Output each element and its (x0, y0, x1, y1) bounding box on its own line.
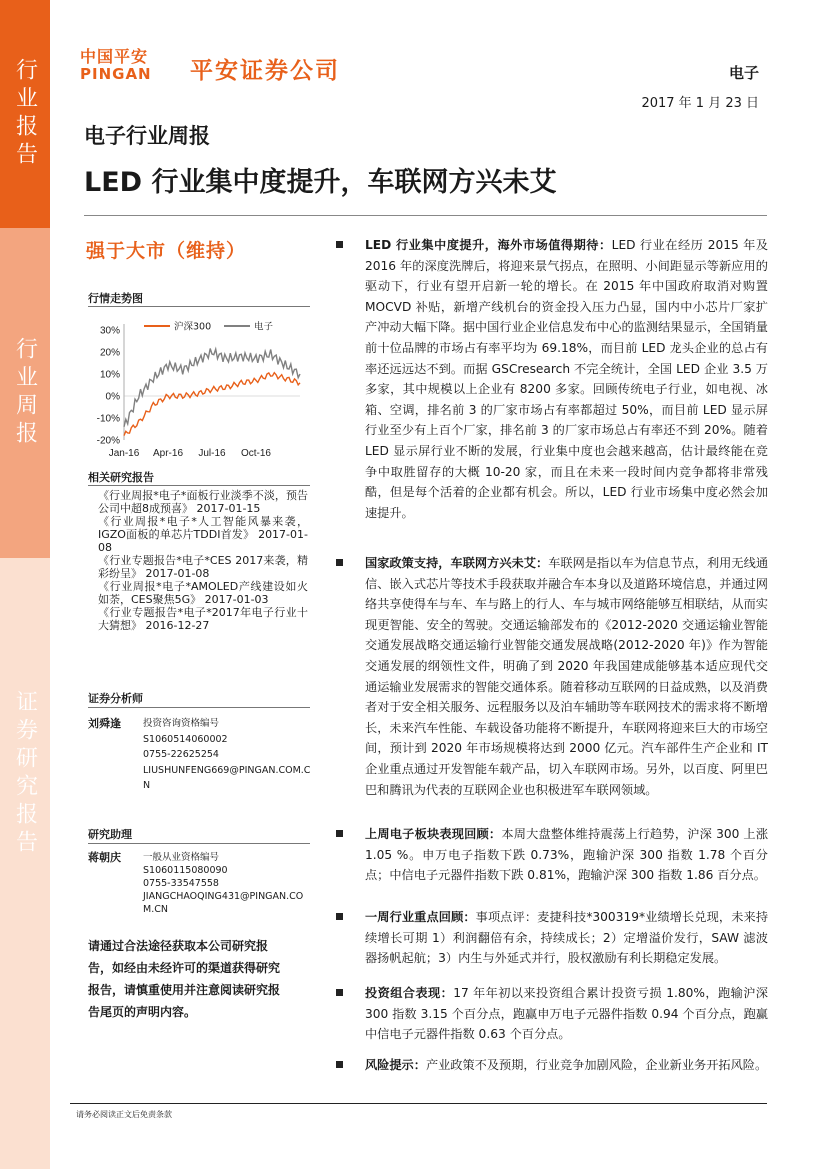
bullet-lead: 风险提示： (365, 1058, 426, 1072)
bullet-square-icon (336, 1061, 343, 1068)
bullet-square-icon (336, 241, 343, 248)
bullet-text (365, 553, 768, 800)
bullet-body: 17 年年初以来投资组合累计投资亏损 1.80%，跑输沪深 300 指数 3.15 个百分点，跑赢申万电子元器件指数 0.94 个百分点，跑赢中信电子元器件指数 0.63 个百分点。 (365, 986, 768, 1042)
bullet-text (365, 824, 768, 886)
analyst-phone: 0755-22625254 (143, 749, 219, 760)
side-band-mid-label: 行业周报 (12, 337, 38, 449)
bullet-body: 车联网是指以车为信息节点，利用无线通信、嵌入式芯片等技术手段获取并融合车本身以及道路环境信息，并通过网络共享使得车与车、车与路上的行人、车与城市网络能够互相联结，从而实现更智能、安全的驾驶。交通运输部发布的《2012-2020 交通运输业智能交通发展战略交通运输行业智能交通发展战略(2012-2020 年)》作为智能交通发展的纲领性文件，明确了到 2020 年我国建成能够基本适应现代交通运输业发展需求的智能交通体系。随着移动互联网的日益成熟，以及消费者对于安全相关服务、远程服务以及泊车辅助等车联网技术的需求将不断增长，未来汽车性能、车载设备功能将不断提升，车联网将迎来巨大的市场空间，预计到 2020 年市场规模将达到 2000 亿元。汽车部件生产企业和 IT 企业重点通过开发智能车载产品，切入车联网市场。另外，以百度、阿里巴巴和腾讯为代表的互联网企业也积极进军车联网领域。 (365, 556, 769, 797)
bullet-body: 本周大盘整体维持震荡上行趋势，沪深 300 上涨 1.05 %。申万电子指数下跌 0.73%，跑输沪深 300 指数 1.78 个百分点；中信电子元器件指数下跌 0.81%，跑输沪深 300 指数 1.86 百分点。 (365, 827, 769, 883)
sector-label: 电子 (728, 64, 759, 82)
bullet-lead: 投资组合表现： (365, 986, 454, 1000)
bullet-square-icon (336, 559, 343, 566)
bullet-iov-policy (336, 553, 768, 800)
assistant-license-number: S1060115080090 (143, 865, 228, 876)
chart-heading-rule (88, 306, 310, 307)
bullet-square-icon (336, 830, 343, 837)
related-report-item[interactable]: 《行业周报*电子*人工智能风暴来袭，IGZO面板的单芯片TDDI首发》 2017-01-08 (98, 515, 308, 554)
assistant-email[interactable]: JIANGCHAOQING431@PINGAN.COM.CN (143, 891, 304, 915)
related-reports-list (98, 489, 308, 632)
bullet-square-icon (336, 913, 343, 920)
chart-y-tick-label: 30% (99, 325, 120, 337)
market-trend-chart (88, 312, 310, 462)
chart-y-tick-label: -20% (96, 435, 120, 447)
chart-x-tick-label: Oct-16 (240, 448, 272, 459)
bullet-led-concentration (336, 235, 768, 523)
analyst-heading: 证券分析师 (88, 692, 143, 705)
bullet-text (365, 983, 768, 1045)
header-divider (84, 215, 767, 216)
disclaimer-text: 请通过合法途径获取本公司研究报告，如经由未经许可的渠道获得研究报告，请慎重使用并注意阅读研究报告尾页的声明内容。 (88, 939, 281, 1019)
bullet-lead: 国家政策支持，车联网方兴未艾： (365, 556, 549, 570)
bullet-risk (336, 1055, 768, 1076)
side-band-weekly (0, 228, 50, 558)
assistant-name: 蒋朝庆 (88, 851, 121, 864)
logo-en: PINGAN (80, 65, 152, 83)
side-band-bottom-label: 证券研究报告 (12, 689, 38, 858)
assistant-info (143, 851, 313, 916)
report-title: LED 行业集中度提升，车联网方兴未艾 (84, 167, 557, 198)
chart-series-line-hs300 (124, 373, 300, 436)
analyst-info (143, 716, 313, 794)
chart-x-tick-label: Jan-16 (108, 448, 140, 459)
bullet-text (365, 235, 768, 523)
related-report-item[interactable]: 《行业周报*电子*面板行业淡季不淡，预告公司中超8成预喜》 2017-01-15 (98, 489, 308, 515)
bullet-portfolio (336, 983, 768, 1045)
bullet-lead: 一周行业重点回顾： (365, 910, 476, 924)
assistant-block (88, 851, 310, 931)
analyst-name: 刘舜逢 (88, 717, 121, 730)
logo-cn: 中国平安 (80, 47, 149, 66)
analyst-qualification-label: 投资咨询资格编号 (143, 718, 220, 729)
analyst-block (88, 716, 310, 806)
bullet-weekly-review (336, 824, 768, 886)
bullet-square-icon (336, 989, 343, 996)
footer-rule (70, 1103, 767, 1104)
bullet-text (365, 1055, 768, 1076)
side-band-top-label: 行业报告 (12, 58, 38, 170)
side-band-industry-report (0, 0, 50, 228)
bullet-key-events (336, 907, 768, 969)
report-subtitle: 电子行业周报 (84, 124, 210, 148)
assistant-qualification-label: 一般从业资格编号 (143, 852, 220, 863)
bullet-text (365, 907, 768, 969)
pingan-logo (80, 44, 152, 83)
related-report-item[interactable]: 《行业专题报告*电子*CES 2017来袭，精彩纷呈》 2017-01-08 (98, 554, 308, 580)
chart-x-tick-label: Jul-16 (198, 448, 226, 459)
chart-x-tick-label: Apr-16 (152, 448, 184, 459)
analyst-license-number: S1060514060002 (143, 733, 228, 745)
chart-y-tick-label: 10% (99, 369, 120, 381)
related-heading-rule (88, 485, 310, 486)
footer-disclaimer-link[interactable]: 请务必阅读正文后免责条款 (76, 1110, 172, 1119)
chart-heading: 行情走势图 (88, 292, 143, 305)
chart-y-tick-label: 0% (105, 391, 120, 403)
bullet-lead: 上周电子板块表现回顾： (365, 827, 502, 841)
assistant-heading: 研究助理 (88, 828, 132, 841)
side-band-securities-research (0, 558, 50, 1169)
assistant-phone: 0755-33547558 (143, 878, 219, 889)
analyst-email[interactable]: LIUSHUNFENG669@PINGAN.COM.CN (143, 764, 311, 791)
bullet-body: 事项点评：麦捷科技*300319*业绩增长兑现，未来持续增长可期 1）利润翻倍有余，持续成长；2）定增溢价发行，SAW 滤波器扬帆起航；3）内生与外延式并行，股权激励有利长期稳定发展。 (365, 910, 769, 966)
chart-legend-label: 电子 (254, 321, 274, 333)
related-reports-heading: 相关研究报告 (88, 471, 154, 484)
company-name: 平安证券公司 (190, 58, 340, 84)
rating-label: 强于大市（维持） (86, 240, 247, 262)
chart-y-tick-label: 20% (99, 347, 120, 359)
related-report-item[interactable]: 《行业周报*电子*AMOLED产线建设如火如荼，CES聚焦5G》 2017-01-03 (98, 580, 308, 606)
bullet-body: 产业政策不及预期，行业竞争加剧风险，企业新业务开拓风险。 (425, 1058, 768, 1072)
chart-y-tick-label: -10% (96, 413, 120, 425)
bullet-lead: LED 行业集中度提升，海外市场值得期待： (365, 238, 612, 252)
chart-series-line-electronics (124, 349, 300, 427)
report-date: 2017 年 1 月 23 日 (641, 96, 759, 111)
bullet-body: LED 行业在经历 2015 年及 2016 年的深度洗牌后，将迎来景气拐点，在照明、小间距显示等新应用的驱动下，行业有望开启新一轮的增长。在 2015 年中国政府取消对购置 MOCVD 补贴，新增产线机台的资金投入压力凸显，国内中小芯片厂家扩产冲动大幅下降。据中国行业企业信息发布中心的监测结果显示，全国销量前十位品牌的市场占有率平均为 69.18%，而目前 LED 龙头企业的总占有率还远远达不到。而据 GSCresearch 不完全统计，全国 LED 企业 3.5 万多家，其中规模以上企业有 8200 多家。回顾传统电子行业，如电视、冰箱、空调，排名前 3 的厂家市场占有率都超过 50%，而目前 LED 显示屏行业至少有上百个厂家，排名前 3 的厂家市场总占有率还不到 20%。随着 LED 显示屏行业不断的发展，行业集中度也会越来越高，估计最终能在竞争中取胜留存的大概 10-20 家，而且在未来一段时间内竞争都将非常残酷，但是每个活着的企业都有机会。所以，LED 行业市场集中度必然会加速提升。 (365, 238, 769, 520)
chart-legend-label: 沪深300 (174, 321, 212, 333)
analyst-heading-rule (88, 707, 310, 708)
assistant-heading-rule (88, 843, 310, 844)
related-report-item[interactable]: 《行业专题报告*电子*2017年电子行业十大猜想》 2016-12-27 (98, 606, 308, 632)
